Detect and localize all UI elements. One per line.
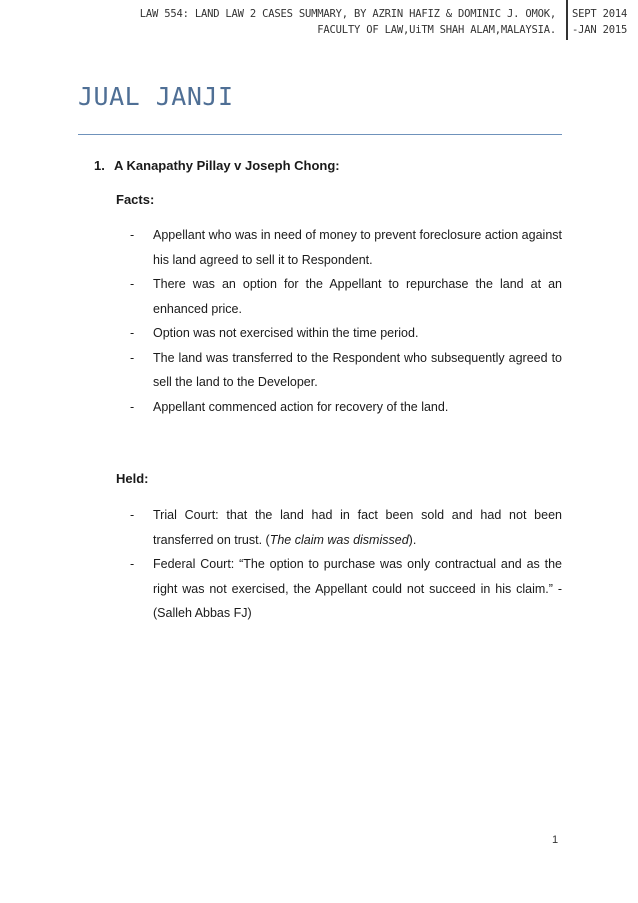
case-number: 1. [94,158,105,173]
running-header [60,6,556,38]
bullet-dash: - [130,277,135,291]
bullet-dash: - [130,508,135,522]
case-name: A Kanapathy Pillay v Joseph Chong: [114,158,340,173]
facts-label: Facts: [116,192,155,207]
header-date-line-2: -JAN 2015 [572,24,628,36]
bullet-dash: - [130,326,135,340]
fact-text: Appellant who was in need of money to prevent foreclosure action against his land agreed to sell it to Respondent. [153,228,562,267]
held-item [116,503,562,552]
held-item [116,552,562,626]
fact-text: The land was transferred to the Respondent who subsequently agreed to sell the land to the Developer. [153,350,562,389]
header-date [572,6,636,38]
held-text-end: ). [408,532,417,547]
header-course-line-1: LAW 554: LAND LAW 2 CASES SUMMARY, BY AZRIN HAFIZ & DOMINIC J. OMOK, [139,8,556,20]
held-italic-text: The claim was dismissed [269,532,409,547]
held-text: Trial Court: that the land had in fact been sold and had not been transferred on trust. ( [153,508,562,547]
header-divider [566,0,568,40]
facts-list [116,223,562,419]
title-underline [78,134,562,135]
bullet-dash: - [130,350,135,365]
fact-text: Appellant commenced action for recovery of the land. [153,399,449,414]
held-list [116,503,562,626]
bullet-dash: - [130,557,135,571]
fact-item [116,223,562,272]
bullet-dash: - [130,228,135,242]
page-number: 1 [552,834,559,846]
bullet-dash: - [130,399,135,414]
held-text: Federal Court: “The option to purchase was only contractual and as the right was not exercised, the Appellant could not succeed in his claim.” - (Salleh Abbas FJ) [153,557,562,620]
fact-item [116,346,562,395]
section-title: JUAL JANJI [78,82,234,111]
header-faculty-line: FACULTY OF LAW,UiTM SHAH ALAM,MALAYSIA. [317,24,556,36]
header-date-line-1: SEPT 2014 [572,8,628,20]
fact-item [116,321,562,346]
fact-text: There was an option for the Appellant to repurchase the land at an enhanced price. [153,277,562,316]
fact-text: Option was not exercised within the time period. [153,326,419,340]
case-heading [94,158,340,173]
fact-item [116,395,562,420]
held-label: Held: [116,471,149,486]
fact-item [116,272,562,321]
